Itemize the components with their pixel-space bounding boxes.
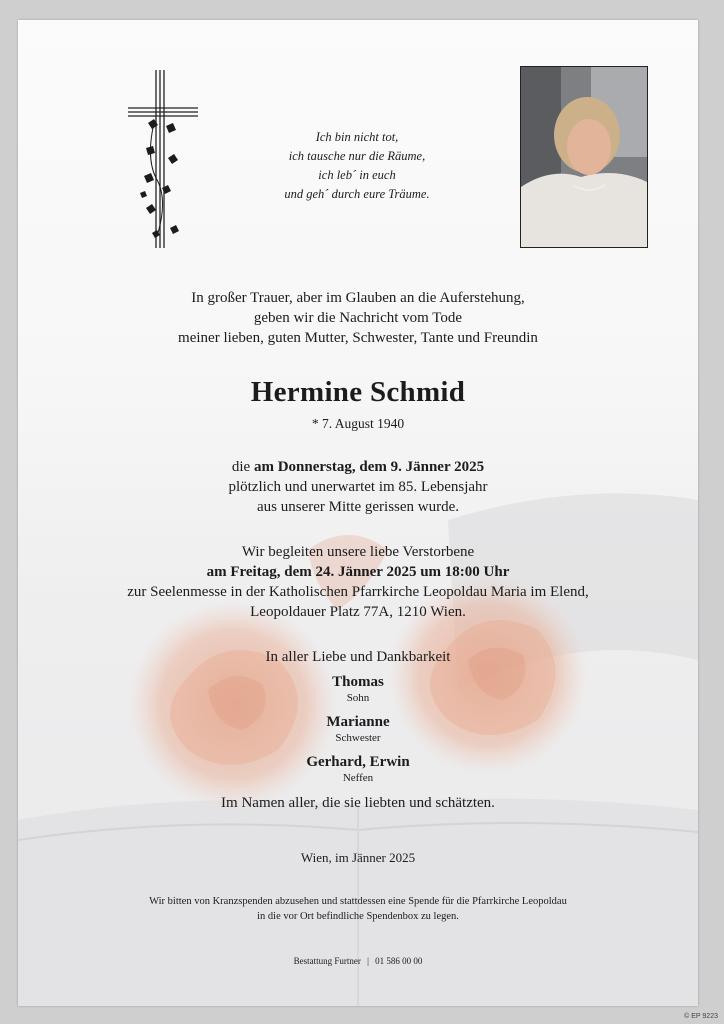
- mourners-closing: Im Namen aller, die sie liebten und schätzten.: [221, 795, 495, 811]
- place-date: Wien, im Jänner 2025: [300, 850, 416, 865]
- undertaker-footer: [18, 954, 698, 969]
- death-line: plötzlich und unerwartet im 85. Lebensjahr: [228, 479, 488, 495]
- mourner-relation: Schwester: [335, 732, 381, 744]
- intro-text: [18, 288, 698, 348]
- death-prefix: die: [231, 459, 251, 475]
- mourner-name: Thomas: [332, 674, 384, 690]
- poem-line: ich tausche nur die Räume,: [288, 149, 426, 163]
- mourners-heading: In aller Liebe und Dankbarkeit: [265, 649, 451, 665]
- donation-line: in die vor Ort befindliche Spendenbox zu legen.: [257, 911, 459, 922]
- death-line: [18, 457, 698, 477]
- service-notice: [18, 542, 698, 622]
- service-line: Leopoldauer Platz 77A, 1210 Wien.: [250, 604, 466, 620]
- death-date: am Donnerstag, dem 9. Jänner 2025: [253, 459, 485, 475]
- service-line: zur Seelenmesse in der Katholischen Pfarrkirche Leopoldau Maria im Elend,: [127, 584, 589, 600]
- parte-card: [18, 20, 698, 1006]
- donation-line: Wir bitten von Kranzspenden abzusehen und stattdessen eine Spende für die Pfarrkirche Leopoldau: [149, 896, 567, 907]
- intro-line: In großer Trauer, aber im Glauben an die Auferstehung,: [191, 290, 525, 306]
- mourner-relation: Sohn: [346, 692, 370, 704]
- undertaker-name: Bestattung Furtner: [293, 956, 361, 966]
- intro-line: meiner lieben, guten Mutter, Schwester, Tante und Freundin: [178, 330, 538, 346]
- footer-separator: |: [367, 956, 369, 966]
- cross-ivy-icon: [126, 68, 202, 250]
- intro-line: geben wir die Nachricht vom Tode: [253, 310, 463, 326]
- mourner-name: Marianne: [326, 714, 390, 730]
- poem: [268, 128, 446, 204]
- service-line: Wir begleiten unsere liebe Verstorbene: [241, 544, 475, 560]
- service-date-text: am Freitag, dem 24. Jänner 2025 um 18:00 Uhr: [206, 564, 510, 580]
- mourner-name: Gerhard, Erwin: [306, 754, 410, 770]
- ep-code: © EP 9223: [684, 1013, 718, 1020]
- mourner-relation: Neffen: [342, 772, 374, 784]
- donation-note: [18, 894, 698, 924]
- death-notice: [18, 457, 698, 517]
- death-line: aus unserer Mitte gerissen wurde.: [256, 499, 460, 515]
- poem-line: ich leb´ in euch: [318, 168, 396, 182]
- portrait-photo: [520, 66, 648, 248]
- poem-line: Ich bin nicht tot,: [315, 130, 399, 144]
- service-date: [18, 562, 698, 582]
- poem-line: und geh´ durch eure Träume.: [284, 187, 430, 201]
- mourners: [18, 647, 698, 813]
- deceased-name: Hermine Schmid: [250, 376, 466, 408]
- undertaker-phone: 01 586 00 00: [375, 956, 423, 966]
- birth-date: * 7. August 1940: [311, 416, 405, 431]
